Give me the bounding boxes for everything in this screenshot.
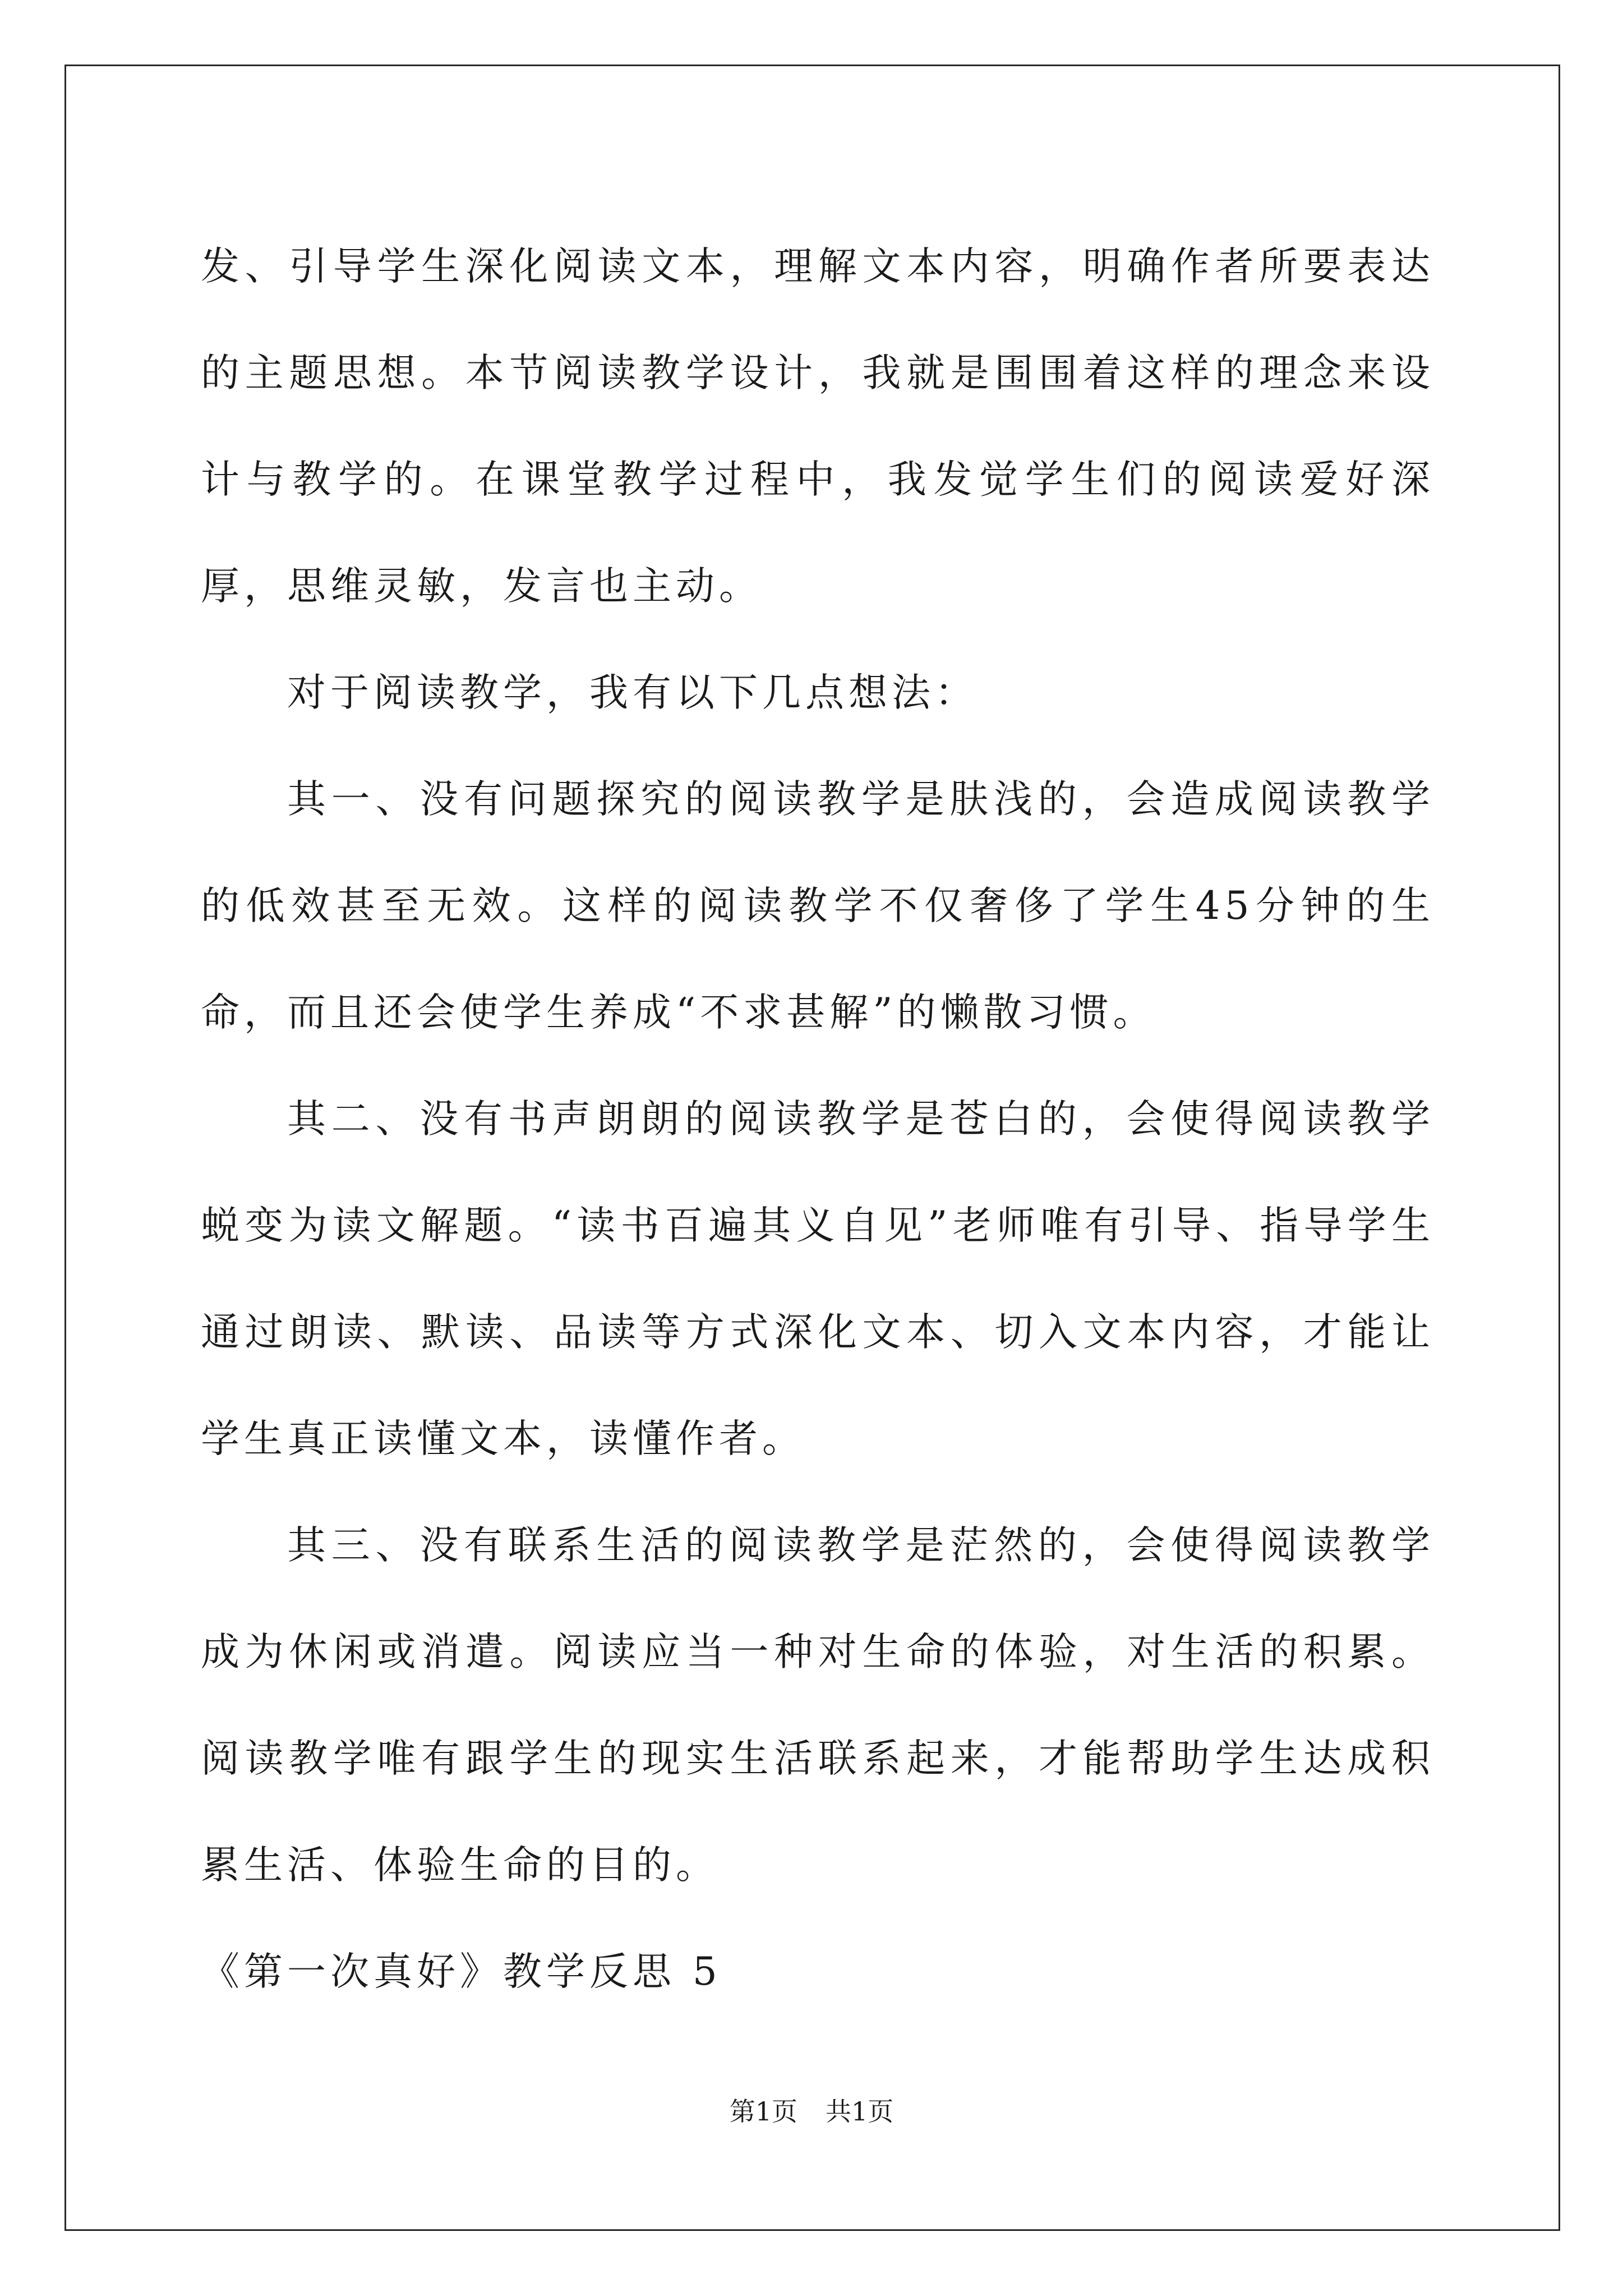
document-body <box>201 213 1435 2025</box>
page-total: 共1页 <box>826 2096 894 2127</box>
section-heading: 《第一次真好》教学反思 5 <box>201 1949 722 1994</box>
page-footer <box>0 2091 1623 2128</box>
paragraph-3: 其一、没有问题探究的阅读教学是肤浅的，会造成阅读教学的低效甚至无效。这样的阅读教学不仅奢侈了学生45分钟的生命，而且还会使学生养成“不求甚解”的懒散习惯。 <box>201 777 1435 1035</box>
paragraph-2: 对于阅读教学，我有以下几点想法： <box>287 670 978 715</box>
paragraph-4: 其二、没有书声朗朗的阅读教学是苍白的，会使得阅读教学蜕变为读文解题。“读书百遍其义自见”老师唯有引导、指导学生通过朗读、默读、品读等方式深化文本、切入文本内容，才能让学生真正读懂文本，读懂作者。 <box>201 1097 1435 1461</box>
paragraph-1: 发、引导学生深化阅读文本，理解文本内容，明确作者所要表达的主题思想。本节阅读教学设计，我就是围围着这样的理念来设计与教学的。在课堂教学过程中，我发觉学生们的阅读爱好深厚，思维灵敏，发言也主动。 <box>201 244 1435 609</box>
paragraph-5: 其三、没有联系生活的阅读教学是茫然的，会使得阅读教学成为休闲或消遣。阅读应当一种对生命的体验，对生活的积累。阅读教学唯有跟学生的现实生活联系起来，才能帮助学生达成积累生活、体验生命的目的。 <box>201 1523 1435 1888</box>
page-number: 第1页 <box>729 2096 797 2127</box>
